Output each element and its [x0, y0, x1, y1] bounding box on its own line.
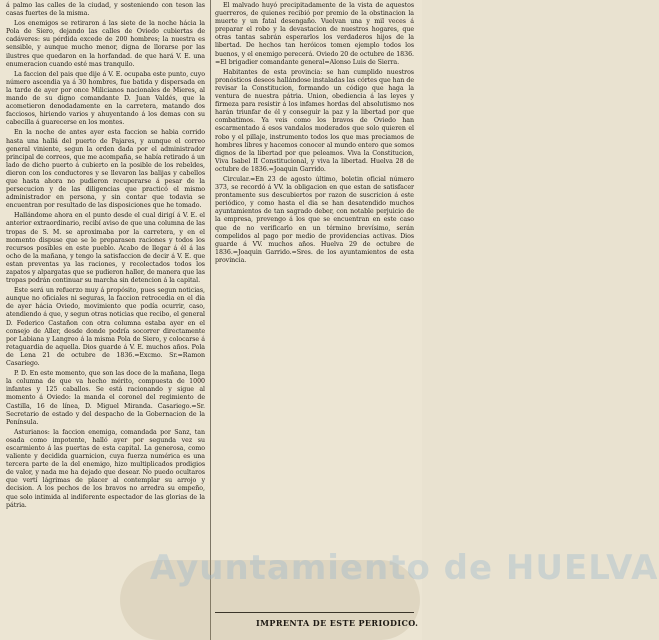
- paragraph: P. D. En este momento, que son las doce de la mañana, llega la columna de que va hecho mérito, compuesta de 1000 infantes y 125 caballos. Se está racionando y sigue al momento á Oviedo: la manda el coronel del regimiento de Castilla, 16 de línea, D. Miguel Miranda. Casariego.=Sr. Secretario de estado y del despacho de la Gobernacion de la Península.: [6, 370, 205, 426]
- paragraph: Los enemigos se retiraron á las siete de la noche hácia la Pola de Siero, dejando las calles de Oviedo cubiertas de cadáveres: su pérdida excede de 200 hombres; la nuestra es sensible, y aunque mucho menor, digna de llorarse por las ilustres que quedaron en la horfandad. de que hará V. E. una enumeracion cuando esté mas tranquilo.: [6, 20, 205, 68]
- imprint-rule: [215, 612, 414, 613]
- paragraph: Asturianos: la faccion enemiga, comandada por Sanz, tan osada como impotente, halló ayer por segunda vez su escarmiento á las puertas de esta capital. La generosa, como valiente y decidida guarnicion, cuya fuerza numérica es una tercera parte de la del enemigo, hizo multiplicados prodigios de valor, y nada me ha dejado que desear. No puedo ocultaros que vertí lágrimas de placer al contemplar su arrojo y decision. A los pechos de los bravos no arredra su empeño, que solo intimida al indiferente espectador de las glorias de la pátria.: [6, 428, 205, 509]
- imprint-line: IMPRENTA DE ESTE PERIODICO.: [256, 618, 419, 628]
- archive-watermark: Ayuntamiento de HUELVA: [150, 548, 659, 588]
- paragraph: El malvado huyó precipitadamente de la vista de aquestos guerreros, de quienes recibió por premio de la obstinacion la muerte y un fatal desengaño. Vuelvan una y mil veces á preparar el robo y la devastacion de nuestros hogares, que otras tantas sabrán esperarlos los verdaderos hijos de la libertad. De hechos tan heróicos tomen ejemplo todos los buenos, y el enemigo perecerá. Oviedo 20 de octubre de 1836. =El brigadier comandante general=Alonso Luis de Sierra.: [215, 2, 414, 66]
- paragraph: Este será un refuerzo muy á propósito, pues segun noticias, aunque no oficiales ni seguras, la faccion retrocedia en el dia de ayer hácia Oviedo, movimiento que podía ocurrir, caso, atendiendo á que, y segun otras noticias que recibo, el general D. Federico Castañon con otra columna estaba ayer en el consejo de Aller, desde donde podría socorrer directamente por Labiana y Langreo á la misma Pola de Siero, y colocarse á retaguardia de aquella. Dios guarde á V. E. muchos años. Pola de Lena 21 de octubre de 1836.=Excmo. Sr.=Ramon Casariego.: [6, 287, 205, 368]
- paragraph: á palmo las calles de la ciudad, y sosteniendo con teson las casas fuertes de la misma.: [6, 2, 205, 18]
- paper-stain: [120, 560, 420, 640]
- left-column: [6, 2, 205, 512]
- paragraph: La faccion del pais que dije á V. E. ocupaba este punto, cuyo número ascendia ya á 30 hombres, fue batida y dispersada en la tarde de ayer por once Milicianos nacionales de Mieres, al mando de su digno comandante D. Juan Valdés, que la acometieron denodadamente en la carretera, matando dos facciosos, hiriendo varios y ahuyentando á los demas con su cabecilla á guarecerse en los montes.: [6, 70, 205, 127]
- paragraph: En la noche de antes ayer esta faccion se habia corrido hasta una hallá del puerto de Pajares, y aunque el correo general viniente, segun la orden dada por el administrador principal de correos, que me acompaña, se había retirado á un lado de dicho puerto á cubierto en la posible de los rebeldes, dieron con los conductores y se llevaron las balijas y cabellos que hasta ahora no pudieron recuperarse á pesar de la persecucion y de las diligencias que practicó el mismo administrador en persona, y sin contar que todavia se encuentran por resultado de las disposiciones que he tomado.: [6, 129, 205, 210]
- column-divider: [210, 0, 211, 640]
- paragraph: Hallándome ahora en el punto desde el cual dirigí á V. E. el anterior extraordinario, recibí aviso de que una columna de las tropas de S. M. se aproximaba por la carretera, y en el momento dispuse que se le preparasen raciones y todos los recursos posibles en este pueblo. Acabo de llegar á él á las ocho de la mañana, y tengo la satisfaccion de decir á V. E. que estan preventas ya las raciones, y recolectados todos los zapatos y alpargatas que se pudieron haller, de manera que las tropas podrán continuar su marcha sin detencion á la capital.: [6, 212, 205, 285]
- right-column: [215, 2, 414, 267]
- paragraph: Habitantes de esta provincia: se han cumplido nuestros pronósticos deseos hallándose instaladas las córtes que han de revisar la Constitucion, formando un código que haga la ventura de nuestra pátria. Union, obediencia á las leyes y firmeza para resistir á los infames hordas del absolutismo nos harán triunfar de él y conseguir la paz y la libertad por que combatimos. Ya veis como los bravos de Oviedo han escarmentado á esos vandalos moderados que solo quieren el robo y el pillaje, instrumento todos los que mas preciamos de hombres libres y hacemos conocer al mundo entero que somos dignos de la libertad por que peleamos. Viva la Constitucion, Viva Isabel II Constitucional, y viva la libertad. Huelva 28 de octubre de 1836.=Joaquin Garrido.: [215, 68, 414, 173]
- paragraph: Circular.=En 23 de agosto último, boletin oficial número 373, se recordó á VV. la obligacion en que estan de satisfacer prontamente sus descubiertos por razon de suscricion á este periódico, y como hasta el dia se han desatendido muchos ayuntamientos de tan sagrado deber, con notable perjuicio de la empresa, prevengo á los que se encuentran en este caso que de no verificarlo en un término brevísimo, serán compelidos al pago por medio de providencias activas. Dios guarde á VV. muchos años. Huelva 29 de octubre de 1836.=Joaquin Garrido.=Sres. de los ayuntamientos de esta provincia.: [215, 175, 414, 264]
